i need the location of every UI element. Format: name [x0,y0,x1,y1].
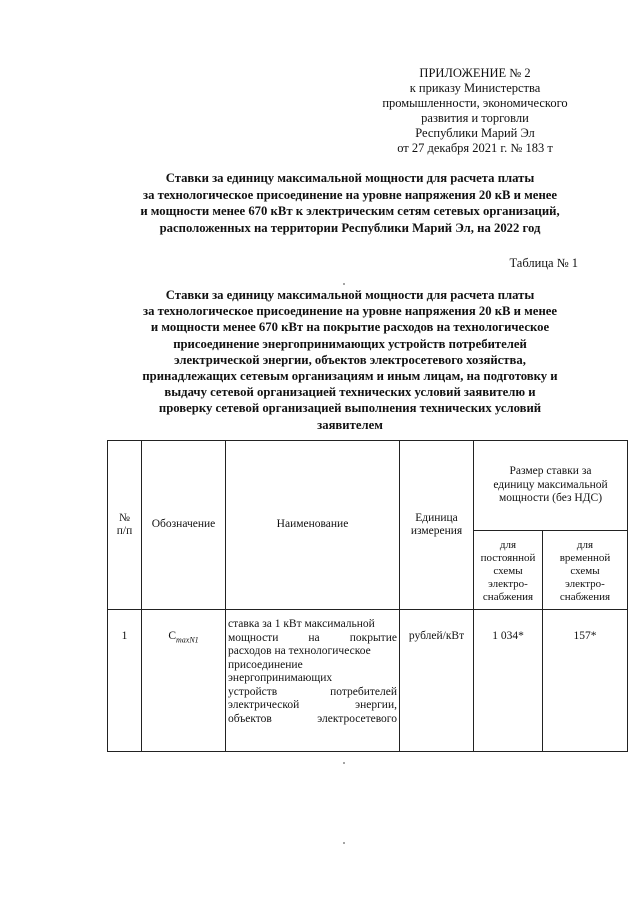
header-rate-line: Размер ставки за [509,465,592,478]
row-description [226,610,400,752]
table-title-line: проверку сетевой организацией выполнения технических условий [158,401,542,416]
header-permanent-line: снабжения [482,591,534,603]
description-line: расходов на технологическое [228,645,371,657]
scan-dot [343,762,345,764]
appendix-line: развития и торговли [421,111,529,125]
appendix-line: Республики Марий Эл [415,126,535,140]
description-word: мощности [228,631,279,644]
appendix-line: промышленности, экономического [382,96,568,110]
designation-subscript: maxN1 [176,635,199,645]
scan-dot [343,283,345,285]
header-unit [400,441,474,610]
designation-symbol: C [168,630,176,642]
description-word: энергии, [355,699,397,711]
header-number-line: № [119,511,130,524]
description-line [228,713,397,727]
table-title-line: присоединение энергопринимающих устройств потребителей [173,336,527,351]
header-number [108,441,142,610]
header-unit-line: измерения [410,525,463,537]
title-line: и мощности менее 670 кВт к электрическим сетям сетевых организаций, [140,204,560,218]
description-word: на [308,631,320,644]
table-number-label: Таблица № 1 [509,256,578,270]
header-unit-line: Единица [415,511,458,524]
description-word: электрической [228,699,300,711]
table-title [90,287,610,433]
header-temporary-line: для [576,539,594,551]
description-word: покрытие [349,631,397,644]
header-temporary-scheme [543,531,628,610]
header-permanent-scheme [474,531,543,610]
description-line [228,686,397,700]
header-temporary-line: электро- [565,578,605,590]
header-temporary-line: временной [559,552,611,564]
description-line: энергопринимающих [228,672,333,684]
row-designation [142,610,226,752]
rates-table [107,440,628,752]
header-permanent-line: схемы [493,565,523,577]
row-number: 1 [108,610,142,752]
header-name-text: Наименование [276,518,349,531]
header-name [226,441,400,610]
document-title [90,170,610,236]
title-line: за технологическое присоединение на уровне напряжения 20 кВ и менее [142,187,558,202]
description-line [228,699,397,713]
row-temporary-rate: 157* [543,610,628,752]
description-word: объектов [228,712,272,725]
header-rate [474,441,628,531]
row-permanent-rate: 1 034* [474,610,543,752]
description-word: устройств [228,685,278,698]
header-temporary-line: снабжения [559,591,611,603]
appendix-line: ПРИЛОЖЕНИЕ № 2 [419,66,531,80]
table-title-line: Ставки за единицу максимальной мощности для расчета платы [165,288,535,302]
title-line: расположенных на территории Республики Марий Эл, на 2022 год [159,220,541,235]
table-title-line: электрической энергии, объектов электросетевого хозяйства, [174,352,526,367]
header-temporary-line: схемы [570,565,600,577]
header-designation [142,441,226,610]
appendix-block [360,66,590,156]
table-title-line: и мощности менее 670 кВт на покрытие расходов на технологическое [150,320,550,335]
header-rate-line: мощности (без НДС) [498,492,603,505]
header-rate-line: единицу максимальной [493,478,608,491]
table-title-line: за технологическое присоединение на уровне напряжения 20 кВ и менее [142,304,558,319]
table-title-line: принадлежащих сетевым организациям и иным лицам, на подготовку и [142,369,558,384]
scan-dot [343,842,345,844]
header-designation-text: Обозначение [151,518,216,531]
header-permanent-line: постоянной [480,552,536,564]
table-title-line: выдачу сетевой организацией технических условий заявителю и [164,385,536,400]
appendix-line: от 27 декабря 2021 г. № 183 т [397,141,553,155]
description-line: присоединение [228,658,303,671]
description-word: электросетевого [317,712,397,725]
header-number-line: п/п [116,525,133,537]
description-line: ставка за 1 кВт максимальной [228,618,375,630]
description-word: потребителей [330,685,397,698]
header-permanent-line: для [499,539,517,551]
table-title-line: заявителем [317,417,383,432]
row-unit: рублей/кВт [400,610,474,752]
appendix-line: к приказу Министерства [409,81,541,95]
description-line [228,632,397,646]
header-permanent-line: электро- [488,578,528,590]
title-line: Ставки за единицу максимальной мощности для расчета платы [165,171,535,185]
table-row [108,610,628,752]
